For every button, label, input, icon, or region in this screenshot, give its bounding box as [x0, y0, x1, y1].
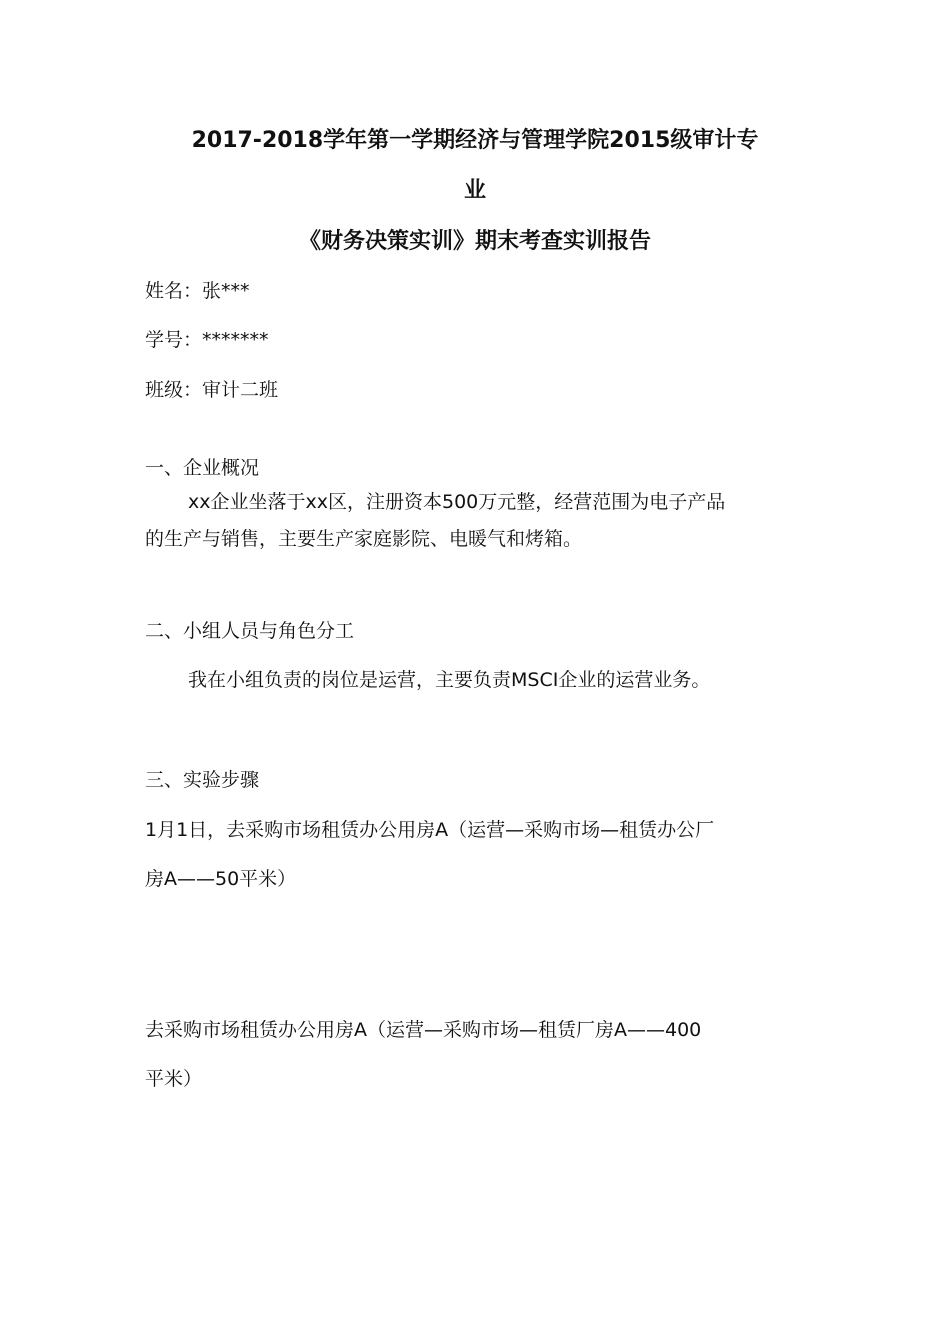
- section-1-paragraph-line-1: xx企业坐落于xx区，注册资本500万元整，经营范围为电子产品: [188, 491, 726, 513]
- report-title-line-1: 2017-2018学年第一学期经济与管理学院2015级审计专: [191, 128, 759, 153]
- section-1-paragraph-line-2: 的生产与销售，主要生产家庭影院、电暖气和烤箱。: [145, 528, 583, 550]
- student-id: 学号：*******: [145, 329, 269, 351]
- step-2-line-1: 去采购市场租赁办公用房A（运营—采购市场—租赁厂房A——400: [145, 1019, 702, 1041]
- section-2-heading: 二、小组人员与角色分工: [145, 620, 355, 642]
- step-1-line-1: 1月1日，去采购市场租赁办公用房A（运营—采购市场—租赁办公厂: [145, 819, 715, 841]
- report-title-line-2: 业: [463, 178, 486, 203]
- section-3-heading: 三、实验步骤: [145, 769, 260, 791]
- report-title-line-3: 《财务决策实训》期末考查实训报告: [298, 229, 651, 254]
- section-1-heading: 一、企业概况: [145, 457, 260, 479]
- student-class: 班级：审计二班: [145, 379, 279, 401]
- step-2-line-2: 平米）: [145, 1068, 203, 1090]
- step-1-line-2: 房A——50平米）: [145, 868, 297, 890]
- student-name: 姓名：张***: [145, 280, 250, 302]
- section-2-paragraph: 我在小组负责的岗位是运营，主要负责MSCI企业的运营业务。: [188, 669, 711, 691]
